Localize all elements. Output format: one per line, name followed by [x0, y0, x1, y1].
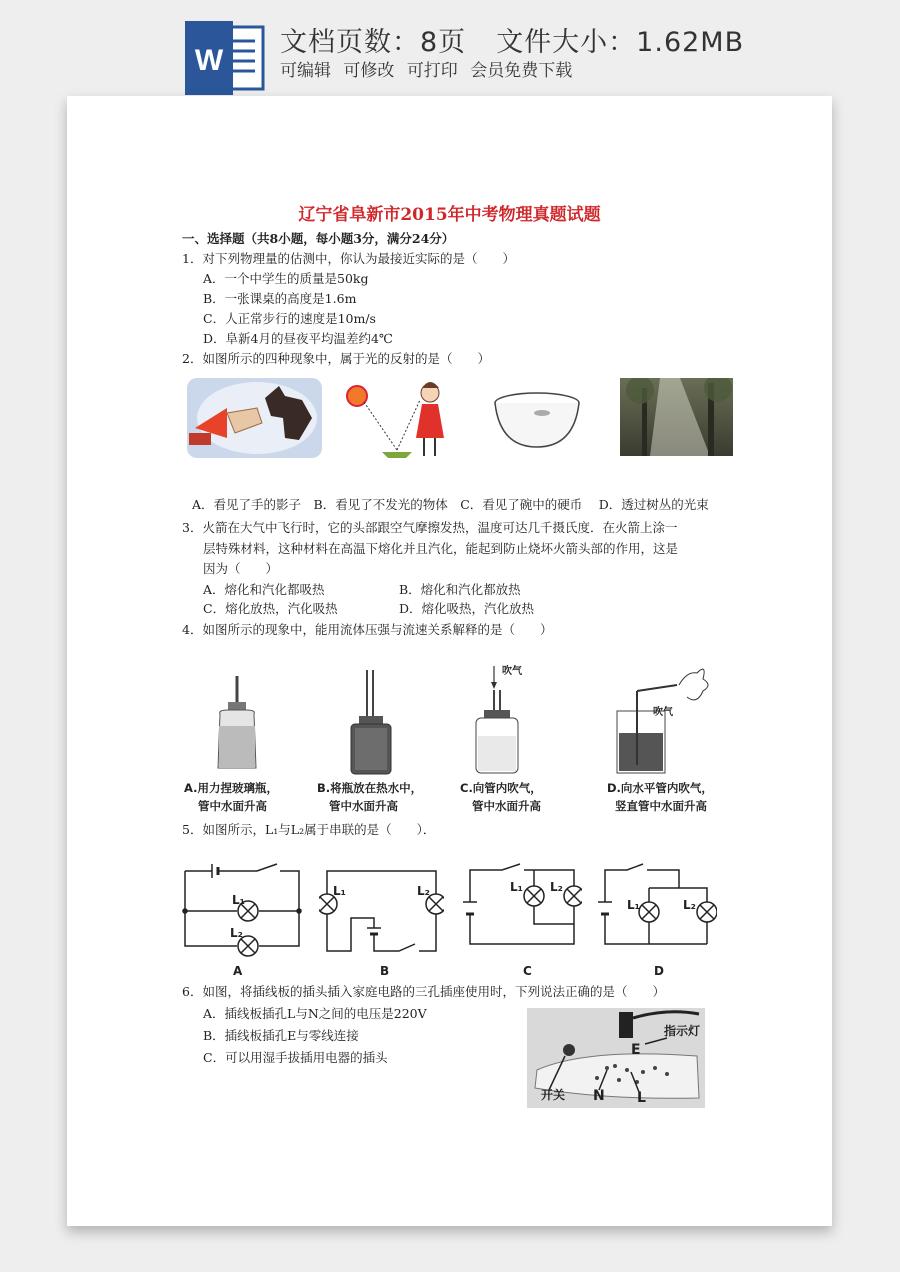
- figure-bottle-squeeze: [212, 674, 262, 778]
- q5-stem: 5．如图所示，L₁与L₂属于串联的是（ ）．: [182, 822, 436, 837]
- q6-option-b: B．插线板插孔E与零线连接: [203, 1028, 359, 1043]
- figure-hand-shadow: [187, 378, 322, 462]
- section-heading: 一、选择题（共8小题，每小题3分，满分24分）: [182, 231, 455, 246]
- svg-text:W: W: [194, 44, 224, 77]
- q6-option-c: C．可以用湿手拔插用电器的插头: [203, 1050, 388, 1065]
- blow-label-c: 吹气: [502, 666, 522, 677]
- q1-option-c: C．人正常步行的速度是10m/s: [203, 311, 376, 326]
- figure-light-through-trees: [620, 378, 733, 460]
- file-size: 文件大小：1.62MB: [496, 27, 745, 58]
- q4-caption-b: B.将瓶放在热水中， 管中水面升高: [317, 781, 423, 813]
- q1-option-d: D．阜新4月的昼夜平均温差约4℃: [203, 331, 393, 346]
- q3-option-b: B．熔化和汽化都放热: [399, 582, 521, 597]
- q4-caption-d: D.向水平管内吹气， 竖直管中水面升高: [607, 781, 713, 813]
- blow-label-d: 吹气: [653, 707, 673, 718]
- feature-member-download: 会员免费下载: [470, 61, 573, 81]
- q1-stem: 1．对下列物理量的估测中，你认为最接近实际的是（ ）: [182, 251, 515, 266]
- doc-title: 辽宁省阜新市2015年中考物理真题试题: [298, 205, 601, 225]
- feature-list: [280, 56, 579, 81]
- circuit-c-l1: L₁: [510, 880, 523, 894]
- circuit-b-l1: L₁: [333, 884, 346, 898]
- q3-option-c: C．熔化放热，汽化吸热: [203, 601, 338, 616]
- circuit-c-label: C: [523, 964, 532, 978]
- q2-options: A．看见了手的影子 B．看见了不发光的物体 C．看见了碗中的硬币 D．透过树丛的光束: [192, 497, 709, 512]
- figure-horizontal-tube: [607, 661, 717, 785]
- label-n: N: [593, 1088, 605, 1104]
- q4-stem: 4．如图所示的现象中，能用流体压强与流速关系解释的是（ ）: [182, 622, 553, 637]
- label-e: E: [631, 1042, 641, 1058]
- circuit-a-l1: L₁: [232, 893, 245, 907]
- circuit-a: [182, 861, 302, 965]
- figure-bowl-coin: [492, 389, 582, 455]
- q3-option-d: D．熔化吸热，汽化放热: [399, 601, 535, 616]
- label-indicator-light: 指示灯: [664, 1024, 701, 1038]
- q2-stem: 2．如图所示的四种现象中，属于光的反射的是（ ）: [182, 351, 490, 366]
- figure-bottle-hot-water: [347, 668, 395, 780]
- q3-option-a: A．熔化和汽化都吸热: [203, 582, 325, 597]
- q4-caption-a: A.用力捏玻璃瓶， 管中水面升高: [184, 781, 278, 813]
- document-page: [67, 96, 832, 1226]
- circuit-c-l2: L₂: [550, 880, 563, 894]
- circuit-a-label: A: [233, 964, 243, 978]
- circuit-b-l2: L₂: [417, 884, 430, 898]
- feature-editable: 可编辑: [280, 61, 331, 81]
- q6-option-a: A．插线板插孔L与N之间的电压是220V: [203, 1006, 427, 1021]
- figure-blow-into-tube: [472, 664, 532, 783]
- label-l: L: [637, 1090, 646, 1106]
- circuit-d-l1: L₁: [627, 898, 640, 912]
- figure-girl-reflection: [342, 378, 457, 467]
- q1-option-a: A．一个中学生的质量是50kg: [203, 271, 369, 286]
- q1-option-b: B．一张课桌的高度是1.6m: [203, 291, 357, 306]
- q3-stem-line2: 层特殊材料，这种材料在高温下熔化并且汽化，能起到防止烧坏火箭头部的作用，这是: [203, 541, 679, 556]
- q4-caption-c: C.向管内吹气， 管中水面升高: [460, 781, 542, 813]
- label-switch: 开关: [541, 1088, 566, 1102]
- circuit-c: [462, 862, 582, 956]
- circuit-d-l2: L₂: [683, 898, 696, 912]
- feature-printable: 可打印: [406, 61, 458, 81]
- q3-stem-line1: 3．火箭在大气中飞行时，它的头部跟空气摩擦发热，温度可达几千摄氏度．在火箭上涂一: [182, 520, 678, 535]
- word-document-icon: [185, 21, 265, 95]
- circuit-d: [597, 862, 717, 956]
- circuit-a-l2: L₂: [230, 926, 243, 940]
- page-count: 文档页数：8页: [280, 27, 467, 58]
- circuit-b-label: B: [380, 964, 390, 978]
- circuit-b: [319, 866, 444, 960]
- doc-meta: [280, 20, 744, 59]
- feature-modifiable: 可修改: [343, 61, 395, 81]
- figure-power-strip: [527, 1008, 705, 1108]
- q6-stem: 6．如图，将插线板的插头插入家庭电路的三孔插座使用时，下列说法正确的是（ ）: [182, 984, 665, 999]
- q3-stem-line3: 因为（ ）: [203, 561, 279, 576]
- download-header: [0, 0, 900, 96]
- circuit-d-label: D: [654, 964, 664, 978]
